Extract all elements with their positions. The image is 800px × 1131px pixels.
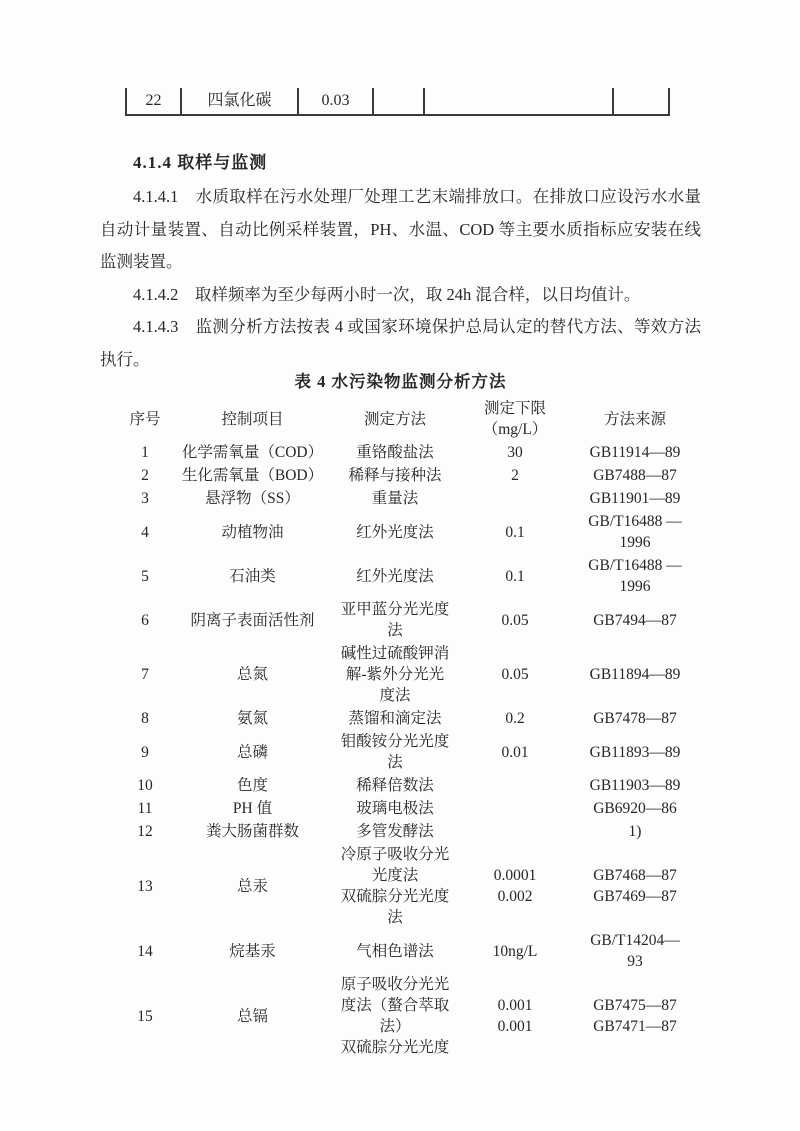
cell-no: 3 — [141, 490, 149, 507]
header-item: 控制项目 — [221, 410, 284, 428]
table-row — [115, 707, 700, 730]
table-row — [115, 487, 700, 510]
clause-paragraph: 4.1.4.2 取样频率为至少每两小时一次，取 24h 混合样，以日均值计。 — [133, 284, 641, 304]
cell-limit: 2 — [511, 467, 519, 484]
cell-method: 重铬酸盐法 — [356, 444, 434, 461]
cell-item: 氨氮 — [236, 710, 268, 727]
cell-method: 钼酸铵分光光度 法 — [340, 733, 450, 771]
cell-no: 1 — [141, 444, 149, 461]
cell-source: GB11901—89 — [589, 490, 681, 507]
continued-table-cell: 0.03 — [297, 88, 372, 114]
cell-source: GB11894—89 — [589, 666, 681, 683]
cell-no: 5 — [141, 567, 149, 585]
cell-limit: 0.01 — [501, 743, 529, 761]
cell-limit: 0.05 — [501, 666, 529, 683]
cell-item: 烷基汞 — [229, 942, 276, 960]
clause-paragraph: 4.1.4.1 水质取样在污水处理厂处理工艺末端排放口。在排放口应设污水水量自动计量装置、自动比例采样装置，PH、水温、COD 等主要水质指标应安装在线监测装置。 — [100, 187, 701, 271]
cell-source: GB11914—89 — [589, 444, 681, 461]
continued-table-cell — [372, 88, 423, 114]
continued-table-cell: 四氯化碳 — [180, 88, 297, 114]
table-row — [115, 510, 700, 554]
cell-method: 原子吸收分光光 度法（螯合萃取 法） 双硫腙分光光度 — [340, 976, 450, 1056]
table-header-row — [115, 397, 700, 441]
cell-item: 悬浮物（SS） — [205, 490, 300, 507]
cell-method: 稀释与接种法 — [348, 467, 442, 484]
cell-limit: 10ng/L — [492, 942, 538, 960]
continued-table-row — [125, 88, 670, 116]
cell-item: 化学需氧量（COD） — [181, 444, 324, 461]
cell-item: 总磷 — [236, 743, 268, 761]
header-source: 方法来源 — [603, 410, 666, 428]
cell-method: 玻璃电极法 — [356, 800, 434, 817]
table-row — [115, 973, 700, 1059]
cell-item: 总镉 — [236, 1007, 268, 1025]
table-row — [115, 929, 700, 973]
table-row — [115, 464, 700, 487]
cell-source: GB/T16488 — 1996 — [588, 557, 682, 595]
cell-source: GB7475—87 GB7471—87 — [593, 997, 677, 1035]
cell-method: 红外光度法 — [356, 523, 434, 541]
cell-limit — [460, 797, 570, 820]
cell-source: GB7488—87 — [593, 467, 677, 484]
table-title: 表 4 水污染物监测分析方法 — [294, 372, 507, 391]
cell-item: 色度 — [236, 777, 268, 794]
cell-source: 1) — [628, 823, 642, 840]
cell-item: 总汞 — [236, 877, 268, 895]
clause-paragraphs — [100, 181, 701, 376]
cell-method: 稀释倍数法 — [356, 777, 434, 794]
table-row — [115, 730, 700, 774]
cell-limit: 0.0001 0.002 — [493, 867, 537, 905]
cell-limit — [460, 820, 570, 843]
cell-limit — [460, 774, 570, 797]
cell-method: 亚甲蓝分光光度 法 — [340, 601, 450, 639]
table-row — [115, 598, 700, 642]
table-row — [115, 774, 700, 797]
cell-method: 冷原子吸收分光 光度法 双硫腙分光光度 法 — [340, 846, 450, 926]
cell-no: 15 — [137, 1007, 153, 1025]
cell-no: 8 — [141, 710, 149, 727]
cell-method: 红外光度法 — [356, 567, 434, 585]
cell-method: 气相色谱法 — [356, 942, 434, 960]
cell-source: GB/T16488 — 1996 — [588, 513, 682, 551]
cell-item: 石油类 — [229, 567, 276, 585]
cell-method: 碱性过硫酸钾消 解-紫外分光光 度法 — [340, 645, 450, 704]
cell-no: 6 — [141, 611, 149, 629]
cell-no: 2 — [141, 467, 149, 484]
monitoring-methods-table — [115, 397, 700, 1059]
cell-source: GB11903—89 — [589, 777, 681, 794]
table-row — [115, 820, 700, 843]
header-method: 测定方法 — [363, 410, 426, 428]
cell-method: 多管发酵法 — [356, 823, 434, 840]
table-body — [115, 441, 700, 1059]
cell-method: 蒸馏和滴定法 — [348, 710, 442, 727]
table-row — [115, 642, 700, 707]
cell-source: GB7468—87 GB7469—87 — [593, 867, 677, 905]
cell-limit: 0.1 — [505, 567, 525, 585]
cell-source: GB11893—89 — [589, 743, 681, 761]
cell-no: 7 — [141, 666, 149, 683]
cell-limit: 0.001 0.001 — [497, 997, 533, 1035]
table-row — [115, 797, 700, 820]
continued-table-cell — [612, 88, 670, 114]
cell-no: 13 — [137, 877, 153, 895]
header-no: 序号 — [129, 410, 161, 428]
cell-item: 总氮 — [236, 666, 268, 683]
cell-item: 粪大肠菌群数 — [205, 823, 299, 840]
cell-source: GB/T14204— 93 — [590, 932, 680, 970]
cell-item: PH 值 — [232, 800, 273, 817]
cell-no: 11 — [137, 800, 153, 817]
cell-limit: 0.1 — [505, 523, 525, 541]
cell-limit: 30 — [507, 444, 523, 461]
cell-method: 重量法 — [371, 490, 419, 507]
header-limit: 测定下限 （mg/L） — [482, 400, 548, 438]
cell-no: 9 — [141, 743, 149, 761]
clause-paragraph: 4.1.4.3 监测分析方法按表 4 或国家环境保护总局认定的替代方法、等效方法执行。 — [100, 317, 701, 369]
continued-table-cell — [423, 88, 612, 114]
cell-no: 10 — [137, 777, 153, 794]
table-row — [115, 843, 700, 929]
table-row — [115, 441, 700, 464]
cell-source: GB7478—87 — [593, 710, 677, 727]
section-heading: 4.1.4 取样与监测 — [133, 153, 268, 172]
cell-limit — [460, 487, 570, 510]
cell-no: 4 — [141, 523, 149, 541]
cell-source: GB6920—86 — [593, 800, 677, 817]
cell-item: 阴离子表面活性剂 — [190, 611, 315, 629]
continued-table-cell: 22 — [125, 88, 180, 114]
table-row — [115, 554, 700, 598]
cell-limit: 0.2 — [505, 710, 525, 727]
cell-limit: 0.05 — [501, 611, 529, 629]
cell-source: GB7494—87 — [593, 611, 677, 629]
cell-item: 生化需氧量（BOD） — [181, 467, 324, 484]
cell-item: 动植物油 — [221, 523, 284, 541]
cell-no: 14 — [137, 942, 153, 960]
cell-no: 12 — [137, 823, 153, 840]
